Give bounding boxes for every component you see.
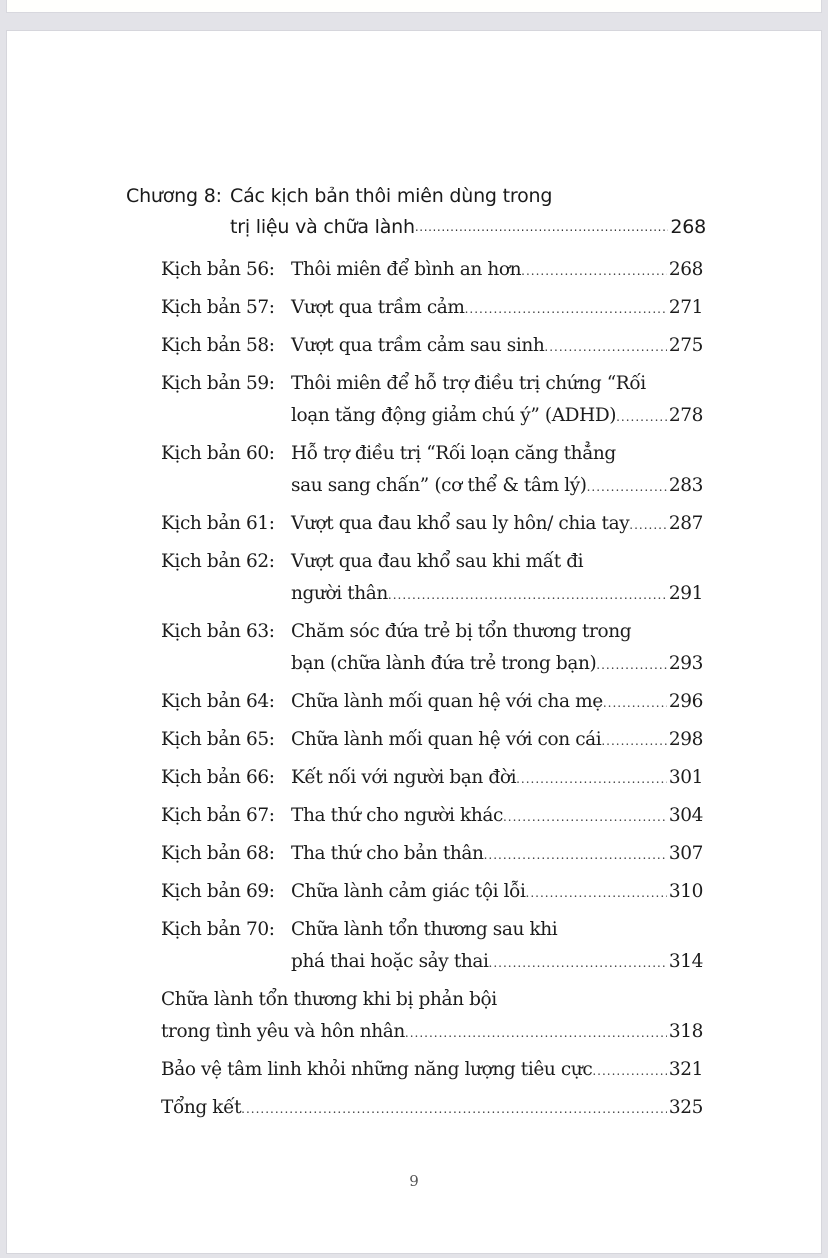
toc-entry-page-number: 275	[668, 335, 703, 356]
dot-leader	[596, 650, 667, 681]
dot-leader	[629, 510, 667, 541]
chapter-title-line2: trị liệu và chữa lành	[230, 216, 415, 238]
toc-entry-title: Thôi miên để bình an hơn	[291, 259, 522, 280]
chapter-label: Chương 8:	[126, 185, 222, 207]
toc-entry-label: Kịch bản 66:	[161, 767, 275, 788]
dot-leader	[388, 580, 667, 611]
toc-entry-line[interactable]	[161, 546, 703, 578]
toc-entry-line[interactable]	[161, 368, 703, 400]
dot-leader	[526, 878, 667, 909]
toc-entry-page-number: 310	[668, 881, 703, 902]
toc-entry-label: Kịch bản 57:	[161, 297, 275, 318]
dot-leader	[405, 1018, 667, 1049]
toc-entry-label: Kịch bản 70:	[161, 919, 275, 940]
toc-entry-label: Kịch bản 68:	[161, 843, 275, 864]
toc-entry-line[interactable]	[161, 800, 703, 838]
toc-entry-label: Kịch bản 69:	[161, 881, 275, 902]
dot-leader	[465, 294, 667, 325]
chapter-heading[interactable]	[126, 184, 706, 246]
toc-entry-title: Vượt qua đau khổ sau khi mất đi	[291, 551, 584, 572]
toc-entry-label: Kịch bản 63:	[161, 621, 275, 642]
dot-leader	[603, 688, 667, 719]
toc-entry-title: Chữa lành mối quan hệ với cha mẹ	[291, 691, 603, 712]
dot-leader	[616, 402, 667, 433]
dot-leader	[544, 332, 666, 363]
dot-leader	[587, 472, 667, 503]
toc-entry-page-number: 301	[668, 767, 703, 788]
toc-entry-line	[161, 400, 703, 438]
chapter-title-line1: Các kịch bản thôi miên dùng trong	[230, 185, 553, 207]
toc-entry-label: Kịch bản 65:	[161, 729, 275, 750]
toc-entry-line[interactable]	[161, 330, 703, 368]
toc-entry-page-number: 278	[668, 405, 703, 426]
toc-entry-title: trong tình yêu và hôn nhân	[161, 1021, 405, 1042]
dot-leader	[484, 840, 667, 871]
toc-entry-title: Kết nối với người bạn đời	[291, 767, 517, 788]
toc-entry-title: Tổng kết	[161, 1097, 242, 1118]
toc-entry-title: Bảo vệ tâm linh khỏi những năng lượng tiêu cực	[161, 1059, 593, 1080]
toc-entry-title: Thôi miên để hỗ trợ điều trị chứng “Rối	[291, 373, 646, 394]
toc-entry-title: Hỗ trợ điều trị “Rối loạn căng thẳng	[291, 443, 616, 464]
toc-entry-title: người thân	[291, 583, 388, 604]
dot-leader	[241, 1094, 667, 1125]
toc-entry-title: Chữa lành mối quan hệ với con cái	[291, 729, 602, 750]
toc-entry-label: Kịch bản 56:	[161, 259, 275, 280]
toc-entry-line	[161, 1016, 703, 1054]
toc-entry-title: Chăm sóc đứa trẻ bị tổn thương trong	[291, 621, 632, 642]
toc-entry-line	[161, 470, 703, 508]
toc-entry-line[interactable]	[161, 876, 703, 914]
toc-entry-title: sau sang chấn” (cơ thể & tâm lý)	[291, 475, 587, 496]
table-of-contents	[161, 254, 703, 1130]
toc-entry-page-number: 283	[668, 475, 703, 496]
toc-entry-page-number: 268	[668, 259, 703, 280]
toc-entry-line[interactable]	[161, 508, 703, 546]
dot-leader	[489, 948, 667, 979]
toc-entry-title: Chữa lành tổn thương sau khi	[291, 919, 558, 940]
toc-entry-label: Kịch bản 67:	[161, 805, 275, 826]
toc-entry-title: Tha thứ cho bản thân	[291, 843, 484, 864]
dot-leader	[521, 256, 667, 287]
dot-leader	[592, 1056, 667, 1087]
dot-leader	[516, 764, 667, 795]
toc-entry-title: Tha thứ cho người khác	[291, 805, 503, 826]
toc-entry-title: bạn (chữa lành đứa trẻ trong bạn)	[291, 653, 597, 674]
toc-entry-title: Vượt qua trầm cảm sau sinh	[291, 335, 545, 356]
toc-entry-label: Kịch bản 60:	[161, 443, 275, 464]
toc-entry-page-number: 304	[668, 805, 703, 826]
toc-entry-line	[161, 578, 703, 616]
toc-entry-label: Kịch bản 59:	[161, 373, 275, 394]
toc-entry-page-number: 325	[668, 1097, 703, 1118]
toc-entry-line	[161, 648, 703, 686]
toc-entry-page-number: 293	[668, 653, 703, 674]
toc-entry-line[interactable]	[161, 438, 703, 470]
toc-entry-label: Kịch bản 62:	[161, 551, 275, 572]
toc-entry-line	[161, 946, 703, 984]
dot-leader	[601, 726, 667, 757]
toc-entry-line[interactable]	[161, 292, 703, 330]
toc-entry-page-number: 314	[668, 951, 703, 972]
toc-entry-page-number: 287	[668, 513, 703, 534]
toc-entry-page-number: 296	[668, 691, 703, 712]
toc-entry-label: Kịch bản 61:	[161, 513, 275, 534]
dot-leader	[415, 215, 668, 246]
toc-entry-line[interactable]	[161, 254, 703, 292]
toc-entry-title: Vượt qua đau khổ sau ly hôn/ chia tay	[291, 513, 630, 534]
toc-entry-title: Chữa lành cảm giác tội lỗi	[291, 881, 526, 902]
page-number: 9	[409, 1172, 419, 1190]
toc-entry-page-number: 291	[668, 583, 703, 604]
toc-entry-title: Chữa lành tổn thương khi bị phản bội	[161, 989, 497, 1010]
previous-page-edge	[6, 0, 822, 13]
toc-entry-page-number: 298	[668, 729, 703, 750]
toc-entry-line[interactable]	[161, 1054, 703, 1092]
dot-leader	[503, 802, 667, 833]
toc-entry-line[interactable]	[161, 762, 703, 800]
toc-entry-line[interactable]	[161, 1092, 703, 1130]
toc-entry-line[interactable]	[161, 914, 703, 946]
toc-entry-title: phá thai hoặc sảy thai	[291, 951, 489, 972]
toc-entry-line[interactable]	[161, 724, 703, 762]
toc-entry-page-number: 307	[668, 843, 703, 864]
toc-entry-line[interactable]	[161, 984, 703, 1016]
toc-entry-line[interactable]	[161, 838, 703, 876]
toc-entry-line[interactable]	[161, 616, 703, 648]
toc-entry-label: Kịch bản 58:	[161, 335, 275, 356]
toc-entry-page-number: 271	[668, 297, 703, 318]
toc-entry-title: loạn tăng động giảm chú ý” (ADHD)	[291, 405, 617, 426]
chapter-page-number: 268	[670, 216, 706, 238]
toc-entry-label: Kịch bản 64:	[161, 691, 275, 712]
toc-entry-page-number: 318	[668, 1021, 703, 1042]
toc-entry-page-number: 321	[668, 1059, 703, 1080]
toc-entry-line[interactable]	[161, 686, 703, 724]
toc-entry-title: Vượt qua trầm cảm	[291, 297, 465, 318]
